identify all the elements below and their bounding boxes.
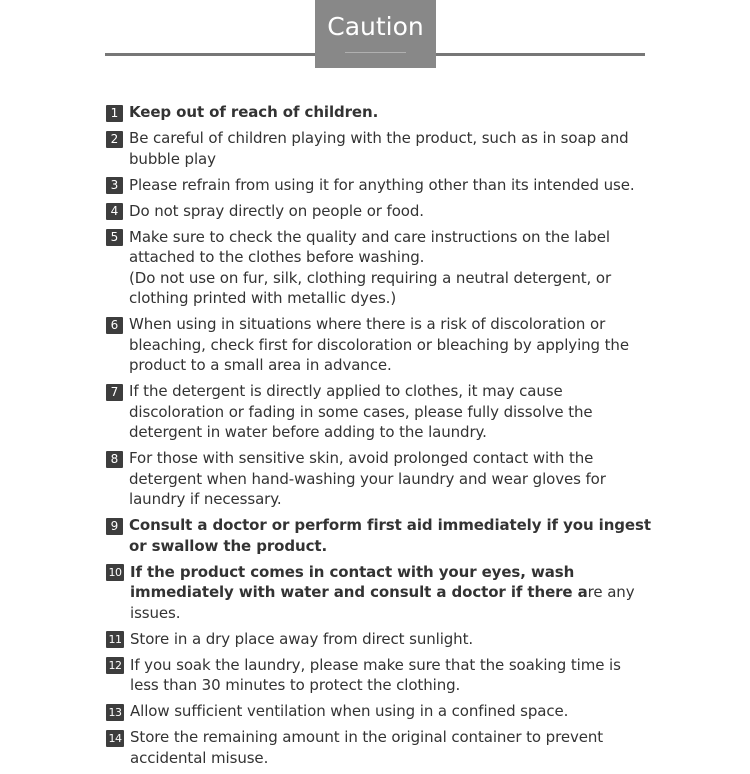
item-text: Be careful of children playing with the product, such as in soap and bubble play: [129, 129, 629, 168]
caution-item-14: [106, 727, 651, 768]
item-number-badge: 8: [106, 451, 123, 468]
item-number-badge: 7: [106, 384, 123, 401]
item-number-badge: 11: [106, 631, 124, 648]
item-text: Please refrain from using it for anything other than its intended use.: [129, 175, 635, 194]
item-text: Consult a doctor or perform first aid immediately if you ingest or swallow the product.: [129, 516, 651, 555]
item-number-badge: 3: [106, 177, 123, 194]
caution-item-8: [106, 448, 651, 510]
caution-item-1: [106, 102, 651, 123]
item-text-rest: re any issues.: [130, 583, 635, 622]
item-text: When using in situations where there is a risk of discoloration or bleaching, check first for discoloration or bleaching by applying the product to a small area in advance.: [129, 315, 629, 374]
item-text: If you soak the laundry, please make sure that the soaking time is less than 30 minutes to protect the clothing.: [130, 655, 621, 694]
item-number-badge: 13: [106, 704, 124, 721]
item-text-block: [130, 562, 651, 624]
item-text: Make sure to check the quality and care instructions on the label attached to the clothes before washing.: [129, 227, 610, 266]
caution-item-5: [106, 227, 651, 309]
item-text: Store the remaining amount in the original container to prevent accidental misuse.: [130, 728, 604, 767]
item-text: Keep out of reach of children.: [129, 103, 379, 121]
item-number-badge: 12: [106, 657, 124, 674]
caution-item-13: [106, 701, 651, 722]
item-number-badge: 14: [106, 730, 124, 747]
item-number-badge: 6: [106, 317, 123, 334]
title-underline: [345, 52, 406, 53]
item-text: Store in a dry place away from direct sunlight.: [130, 629, 474, 648]
item-number-badge: 1: [106, 105, 123, 122]
item-number-badge: 5: [106, 229, 123, 246]
item-note: (Do not use on fur, silk, clothing requiring a neutral detergent, or clothing printed with metallic dyes.): [129, 268, 612, 307]
caution-item-12: [106, 655, 651, 696]
caution-item-3: [106, 175, 651, 196]
title-banner: [315, 0, 436, 68]
item-number-badge: 9: [106, 518, 123, 535]
caution-item-9: [106, 515, 651, 556]
item-number-badge: 10: [106, 564, 124, 581]
caution-item-11: [106, 629, 651, 650]
item-number-badge: 2: [106, 131, 123, 148]
caution-item-4: [106, 201, 651, 222]
caution-item-6: [106, 314, 651, 376]
item-text: Do not spray directly on people or food.: [129, 201, 424, 220]
caution-item-7: [106, 381, 651, 443]
page-title: Caution: [327, 12, 424, 41]
item-number-badge: 4: [106, 203, 123, 220]
item-text: Allow sufficient ventilation when using in a confined space.: [130, 702, 569, 720]
item-text-block: [129, 227, 651, 309]
caution-item-10: [106, 562, 651, 624]
caution-list: [106, 102, 651, 774]
item-text: If the detergent is directly applied to clothes, it may cause discoloration or fading in some cases, please fully dissolve the detergent in water before adding to the laundry.: [129, 382, 593, 441]
item-text-bold: If the product comes in contact with your eyes, wash immediately with water and consult a doctor if there a: [130, 562, 588, 601]
caution-item-2: [106, 128, 651, 169]
item-text: For those with sensitive skin, avoid prolonged contact with the detergent when hand-washing your laundry and wear gloves for laundry if necessary.: [129, 449, 606, 508]
